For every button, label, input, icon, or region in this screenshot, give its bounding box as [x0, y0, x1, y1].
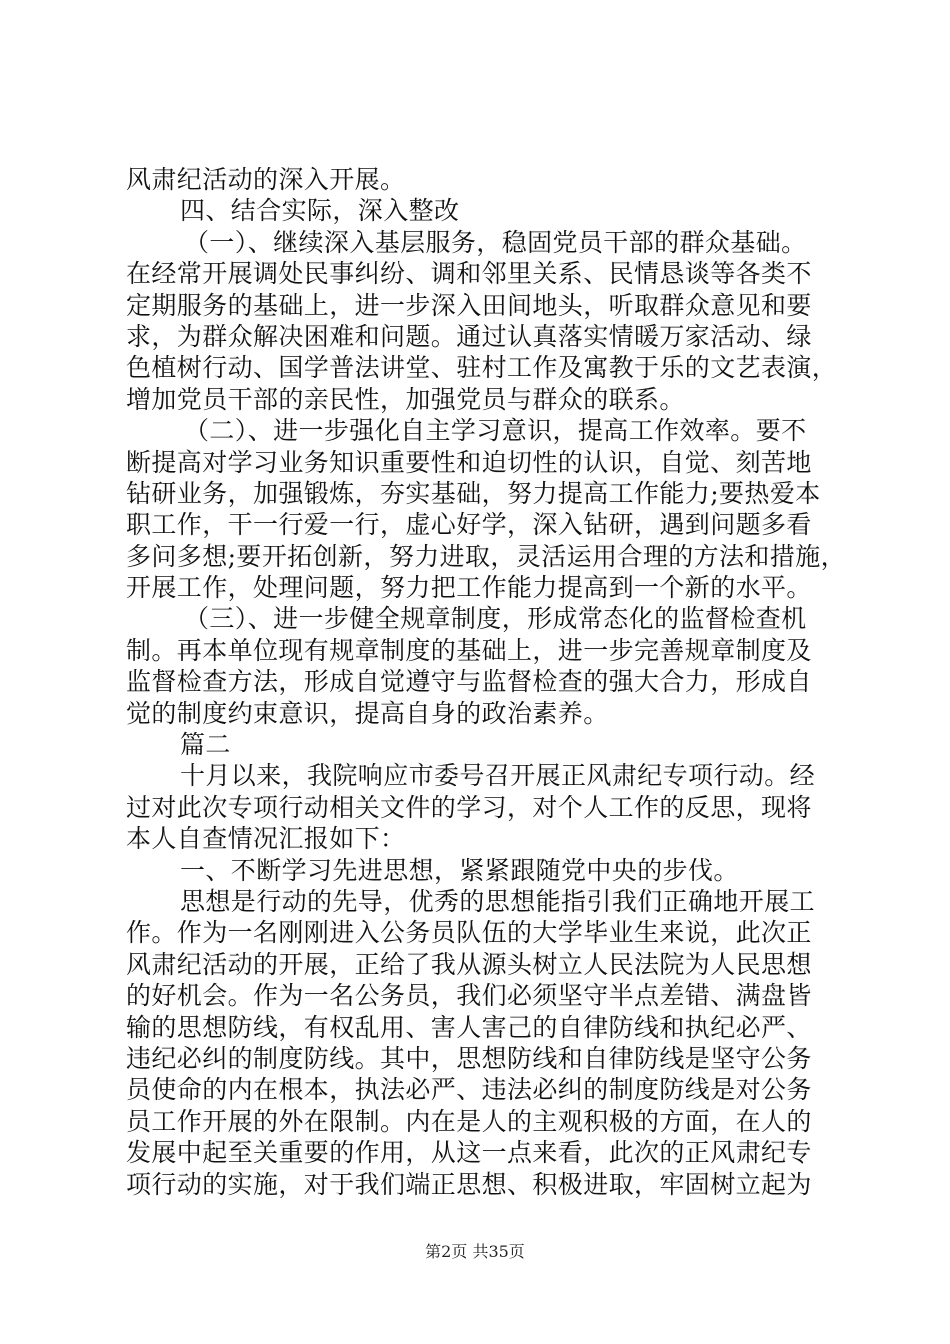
text-line: 员使命的内在根本，执法必严、违法必纠的制度防线是对公务 [126, 1075, 812, 1105]
text-line: 过对此次专项行动相关文件的学习，对个人工作的反思，现将 [126, 792, 812, 822]
text-line: 在经常开展调处民事纠纷、调和邻里关系、民情恳谈等各类不 [126, 259, 812, 289]
text-line: （三）、进一步健全规章制度，形成常态化的监督检查机 [184, 604, 807, 634]
text-line: 违纪必纠的制度防线。其中，思想防线和自律防线是坚守公务 [126, 1043, 812, 1073]
text-line: 色植树行动、国学普法讲堂、驻村工作及寓教于乐的文艺表演， [126, 353, 838, 383]
section-heading: 一、不断学习先进思想，紧紧跟随党中央的步伐。 [180, 855, 739, 885]
text-line: 发展中起至关重要的作用，从这一点来看，此次的正风肃纪专 [126, 1138, 812, 1168]
text-line: 思想是行动的先导，优秀的思想能指引我们正确地开展工 [180, 886, 816, 916]
text-line: 多问多想;要开拓创新，努力进取，灵活运用合理的方法和措施， [126, 541, 847, 571]
text-line: 钻研业务，加强锻炼，夯实基础，努力提高工作能力;要热爱本 [126, 478, 821, 508]
text-line: 断提高对学习业务知识重要性和迫切性的认识，自觉、刻苦地 [126, 447, 812, 477]
text-line: 求，为群众解决困难和问题。通过认真落实情暖万家活动、绿 [126, 321, 812, 351]
text-line: 监督检查方法，形成自觉遵守与监督检查的强大合力，形成自 [126, 667, 812, 697]
page-number: 第2页 共35页 [425, 1242, 525, 1261]
document-body [126, 164, 847, 1200]
text-line: 觉的制度约束意识，提高自身的政治素养。 [126, 698, 609, 728]
text-line: （一）、继续深入基层服务，稳固党员干部的群众基础。 [184, 227, 807, 257]
text-line: 增加党员干部的亲民性，加强党员与群众的联系。 [126, 384, 685, 414]
text-line: 制。再本单位现有规章制度的基础上，进一步完善规章制度及 [126, 635, 812, 665]
text-line: 本人自查情况汇报如下： [126, 824, 406, 854]
text-line: 项行动的实施，对于我们端正思想、积极进取，牢固树立起为 [126, 1169, 812, 1199]
text-line: 的好机会。作为一名公务员，我们必须坚守半点差错、满盘皆 [126, 981, 812, 1011]
text-line: 职工作，干一行爱一行，虚心好学，深入钻研，遇到问题多看 [126, 510, 812, 540]
text-line: 风肃纪活动的开展，正给了我从源头树立人民法院为人民思想 [126, 949, 812, 979]
text-line: 风肃纪活动的深入开展。 [126, 165, 406, 194]
text-line: （二）、进一步强化自主学习意识，提高工作效率。要不 [184, 416, 807, 446]
section-heading: 篇二 [180, 730, 231, 760]
text-line: 员工作开展的外在限制。内在是人的主观积极的方面，在人的 [126, 1106, 812, 1136]
text-line: 定期服务的基础上，进一步深入田间地头，听取群众意见和要 [126, 290, 812, 320]
page-footer [0, 1242, 950, 1262]
text-line: 开展工作，处理问题，努力把工作能力提高到一个新的水平。 [126, 573, 812, 603]
text-line: 输的思想防线，有权乱用、害人害己的自律防线和执纪必严、 [126, 1012, 812, 1042]
text-line: 十月以来，我院响应市委号召开展正风肃纪专项行动。经 [180, 761, 816, 791]
text-line: 作。作为一名刚刚进入公务员队伍的大学毕业生来说，此次正 [126, 918, 812, 948]
section-heading: 四、结合实际，深入整改 [180, 196, 460, 226]
